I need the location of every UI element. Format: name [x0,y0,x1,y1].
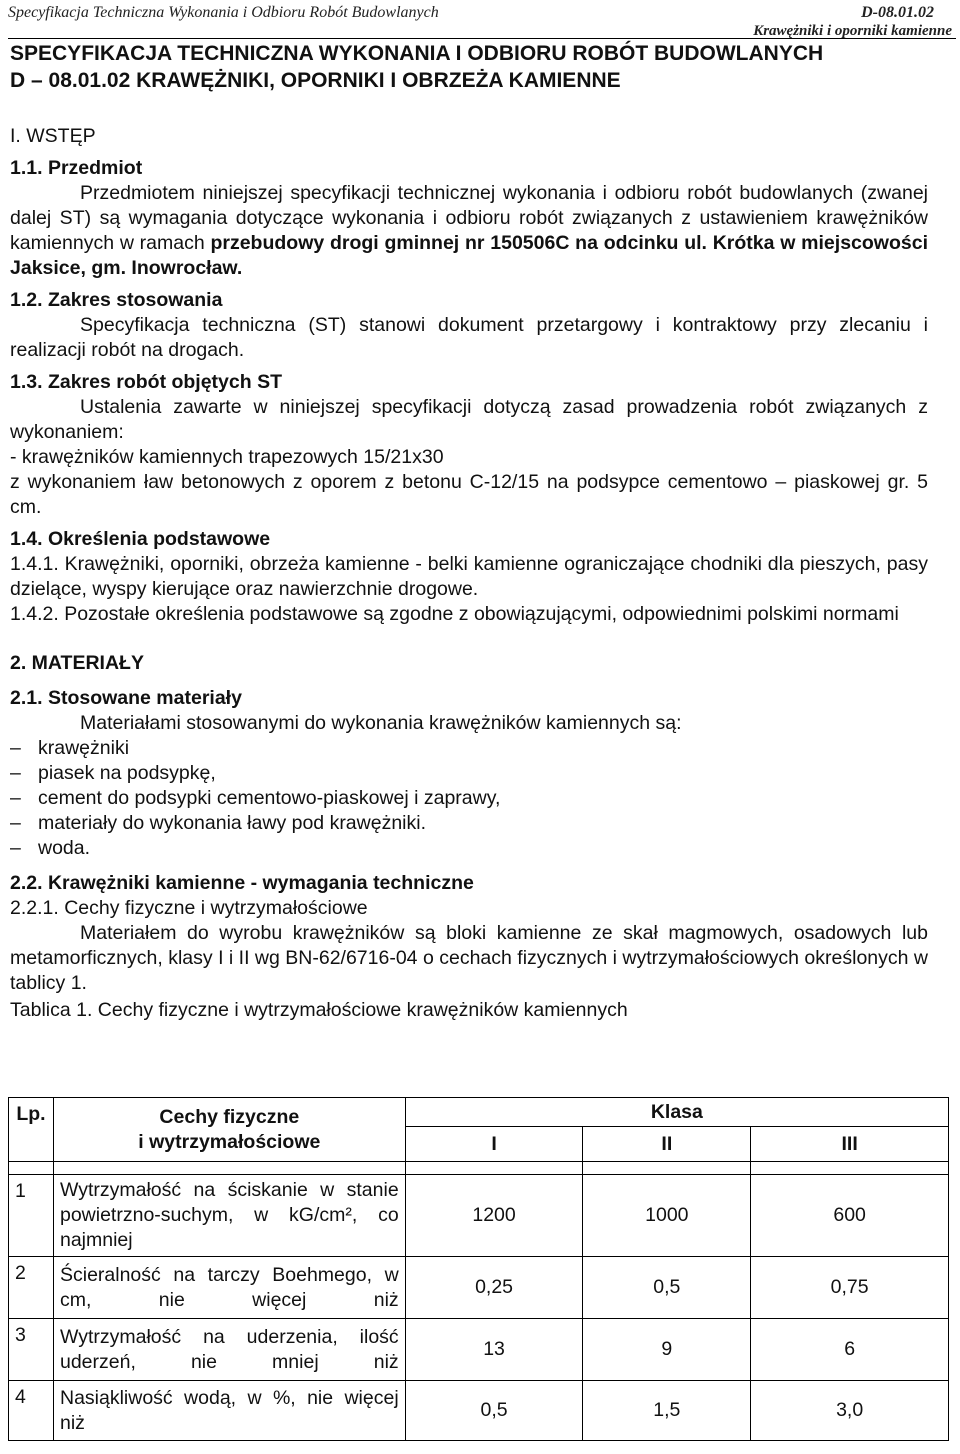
table-cell-lp: 1 [9,1175,54,1257]
table-cell-value: 1,5 [583,1381,751,1441]
table-cell-property: Ścieralność na tarczy Boehmego, w cm, nie więcej niż [53,1257,405,1319]
definition-1-4-1: 1.4.1. Krawężniki, oporniki, obrzeża kamienne - belki kamienne ograniczające chodniki dla pieszych, pasy dzielące, wyspy kierujące oraz nawierzchnie drogowe. [10,553,928,600]
table-header-lp: Lp. [9,1098,54,1162]
table-cell-value: 13 [405,1319,583,1381]
section-1-1-heading: 1.1. Przedmiot [10,157,143,179]
table-cell-value: 9 [583,1319,751,1381]
document-title-line1: SPECYFIKACJA TECHNICZNA WYKONANIA I ODBIORU ROBÓT BUDOWLANYCH [10,42,824,65]
table-header-properties-line1: Cechy fizyczne [159,1105,300,1128]
table-row [9,1175,949,1257]
table-cell-property: Wytrzymałość na ściskanie w stanie powietrzno-suchym, w kG/cm², co najmniej [53,1175,405,1257]
table-header-properties-line2: i wytrzymałościowe [138,1130,321,1153]
section-1-3-text: Ustalenia zawarte w niniejszej specyfikacji dotyczą zasad prowadzenia robót związanych z wykonaniem: [10,396,928,443]
table-cell-value: 1000 [583,1175,751,1257]
header-spec-code: D-08.01.02 [861,4,934,21]
table-spacer [9,1162,949,1175]
section-1-heading: I. WSTĘP [10,125,96,147]
section-1-1-text-regular: Przedmiotem niniejszej specyfikacji technicznej wykonania i odbioru robót budowlanych (zwanej dalej ST) są wymagania dotyczące wykonania i odbioru robót związanych z ustawieniem krawężników kamiennych w ramach [10,182,928,254]
table-header-properties [53,1098,405,1162]
document-body [10,40,928,1023]
table-cell-value: 0,5 [405,1381,583,1441]
section-1-2-text: Specyfikacja techniczna (ST) stanowi dokument przetargowy i kontraktowy przy zlecaniu i realizacji robót na drogach. [10,314,928,361]
table-header-class: Klasa [405,1098,948,1127]
properties-table [8,1097,949,1441]
table-row [9,1319,949,1381]
table-cell-lp: 4 [9,1381,54,1441]
table-row [9,1257,949,1319]
header-document-title: Specyfikacja Techniczna Wykonania i Odbioru Robót Budowlanych [8,4,439,21]
material-item: – krawężniki [10,736,928,761]
section-1-3-item: - krawężników kamiennych trapezowych 15/21x30 [10,446,444,468]
table-row [9,1381,949,1441]
section-2-1-heading: 2.1. Stosowane materiały [10,687,242,709]
section-1-1-text [10,181,928,281]
table-cell-value: 1200 [405,1175,583,1257]
table-cell-value: 0,5 [583,1257,751,1319]
table-cell-value: 6 [751,1319,949,1381]
section-2-2-1-heading: 2.2.1. Cechy fizyczne i wytrzymałościowe [10,897,368,919]
table-header-class-i: I [405,1127,583,1162]
section-1-3-heading: 1.3. Zakres robót objętych ST [10,371,282,393]
definition-1-4-2: 1.4.2. Pozostałe określenia podstawowe są zgodne z obowiązującymi, odpowiednimi polskimi normami [10,603,899,625]
section-1-4-heading: 1.4. Określenia podstawowe [10,528,271,550]
page-header [8,0,956,39]
table-cell-property: Wytrzymałość na uderzenia, ilość uderzeń, nie mniej niż [53,1319,405,1381]
section-1-3-text2: z wykonaniem ław betonowych z oporem z betonu C-12/15 na podsypce cementowo – piaskowej gr. 5 cm. [10,471,928,518]
table-header-class-iii: III [751,1127,949,1162]
material-item: – piasek na podsypkę, [10,761,928,786]
section-2-1-intro: Materiałami stosowanymi do wykonania krawężników kamiennych są: [80,712,682,734]
section-2-2-heading: 2.2. Krawężniki kamienne - wymagania techniczne [10,872,474,894]
section-1-2-heading: 1.2. Zakres stosowania [10,289,223,311]
table-caption: Tablica 1. Cechy fizyczne i wytrzymałościowe krawężników kamiennych [10,999,628,1021]
table-header-class-ii: II [583,1127,751,1162]
table-cell-value: 0,25 [405,1257,583,1319]
table-cell-value: 3,0 [751,1381,949,1441]
material-item: – woda. [10,836,928,861]
section-2-2-1-text: Materiałem do wyrobu krawężników są bloki kamienne ze skał magmowych, osadowych lub metamorficznych, klasy I i II wg BN-62/6716-04 o cechach fizycznych i wytrzymałościowych określonych w tablicy 1. [10,922,928,994]
document-title-line2: D – 08.01.02 KRAWĘŻNIKI, OPORNIKI I OBRZEŻA KAMIENNE [10,69,621,92]
header-spec-subtitle: Krawężniki i oporniki kamienne [753,23,952,39]
table-cell-value: 600 [751,1175,949,1257]
material-item: – materiały do wykonania ławy pod krawężniki. [10,811,928,836]
section-1-1-text-bold: przebudowy drogi gminnej nr 150506C na odcinku ul. Krótka w miejscowości Jaksice, gm. Inowrocław. [10,232,928,279]
table-cell-lp: 2 [9,1257,54,1319]
table-cell-lp: 3 [9,1319,54,1381]
table-cell-value: 0,75 [751,1257,949,1319]
material-item: – cement do podsypki cementowo-piaskowej i zaprawy, [10,786,928,811]
table-cell-property: Nasiąkliwość wodą, w %, nie więcej niż [53,1381,405,1441]
section-2-heading: 2. MATERIAŁY [10,652,144,674]
